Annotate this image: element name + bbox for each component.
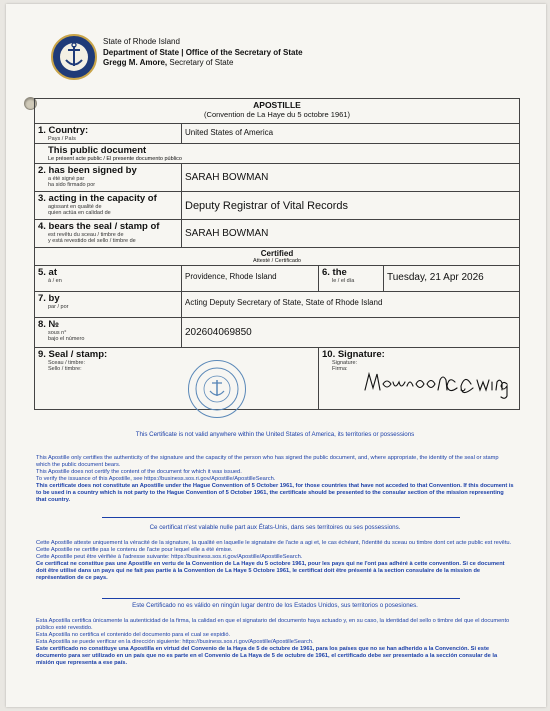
apostille-subtitle: (Convention de La Haye du 5 octobre 1961): [204, 110, 350, 119]
notice-es: [36, 618, 514, 667]
seal-value: SARAH BOWMAN: [182, 220, 520, 248]
country-sub: Pays / País: [48, 136, 76, 142]
at-sub: à / en: [48, 278, 62, 284]
by-value: Acting Deputy Secretary of State, State of Rhode Island: [182, 292, 520, 318]
notice-fr-p3: Cette Apostille peut être vérifiée à l'adresse suivante: https://business.sos.ri.gov/Apostille/ApostilleSearch.: [36, 554, 303, 560]
notice-fr-p2: Cette Apostille ne certifie pas le contenu de l'acte pour lequel elle a été émise.: [36, 547, 233, 553]
by-sub: par / por: [48, 304, 69, 310]
notice-fr: [36, 540, 514, 582]
public-doc-sub: Le présent acte public / El presente documento público: [48, 156, 182, 162]
stamp-label: 9. Seal / stamp:: [38, 349, 108, 360]
header-secretary: Gregg M. Amore, Secretary of State: [103, 58, 234, 67]
notice-fr-p1: Cette Apostille atteste uniquement la véracité de la signature, la qualité en laquelle le signataire de l'acte a agi et, le cas échéant, l'identité du sceau ou timbre dont cet acte public est revêtu.: [36, 540, 512, 546]
capacity-value: Deputy Registrar of Vital Records: [182, 192, 520, 220]
seal-sub-es: y está revestido del sello / timbre de: [48, 238, 136, 244]
seal-label: 4. bears the seal / stamp of: [38, 221, 160, 232]
signed-label: 2. has been signed by: [38, 165, 137, 176]
notice-en-p1: This Apostille only certifies the authenticity of the signature and the capacity of the person who has signed the public document, and, where appropriate, the identity of the seal or stamp which the public document bears.: [36, 455, 499, 468]
notice-es-p1: Esta Apostilla certifica únicamente la autenticidad de la firma, la calidad en que el signatario del documento haya actuado y, en su caso, la identidad del sello o timbre del que el documento público esté revestido.: [36, 618, 510, 631]
notice-es-p3: Esta Apostilla se puede verificar en la dirección siguiente: https://business.sos.ri.gov/Apostille/ApostilleSearch.: [36, 639, 314, 645]
notice-en: [36, 455, 514, 504]
notice-en-p3: To verify the issuance of this Apostille, see https://business.sos.ri.gov/Apostille/ApostilleSearch.: [36, 476, 276, 482]
state-seal-icon: [51, 34, 97, 80]
stamp-sub-es: Sello / timbre:: [48, 366, 82, 372]
country-value: United States of America: [182, 124, 520, 144]
letterhead: [103, 37, 303, 69]
header-state: State of Rhode Island: [103, 37, 180, 46]
notice-fr-p4: Ce certificat ne constitue pas une Apostille en vertu de la Convention de La Haye du 5 octobre 1961, pour les pays qui ne l'ont pas adhéré à cette convention. Si ce document doit être utilisé dans un pays qui ne fait pas partie à la Convention de La Haye 5 Octobre 1961, le certificat doit être présenté à la section consulaire de la mission de représentation de ce pays.: [36, 561, 505, 581]
at-label: 5. at: [38, 267, 58, 278]
stamp-sub-fr: Sceau / timbre:: [48, 360, 85, 366]
public-doc-label: This public document: [48, 145, 147, 156]
the-label: 6. the: [322, 267, 347, 278]
capacity-sub-es: quien actúa en calidad de: [48, 210, 111, 216]
divider-fr: [102, 598, 460, 599]
capacity-sub-fr: agissant en qualité de: [48, 204, 102, 210]
seal-sub-fr: est revêtu du sceau / timbre de: [48, 232, 124, 238]
official-seal-stamp-icon: [188, 360, 246, 418]
country-label: 1. Country:: [38, 125, 89, 136]
signed-sub-es: ha sido firmado por: [48, 182, 96, 188]
signature-label: 10. Signature:: [322, 349, 385, 360]
number-value: 202604069850: [182, 318, 520, 348]
notice-en-invalid: This Certificate is not valid anywhere within the United States of America, its territories or possessions: [135, 431, 415, 438]
signature-sub-es: Firma:: [332, 366, 348, 372]
notice-fr-invalid: Ce certificat n'est valable nulle part aux États-Unis, dans ses territoires ou ses possessions.: [149, 524, 401, 531]
apostille-page: [6, 4, 546, 707]
signed-sub-fr: a été signé par: [48, 176, 85, 182]
certified-label: Certified: [260, 249, 294, 258]
notice-en-p4: This certificate does not constitute an Apostille under the Hague Convention of 5 October 1961, for those countries that have not acceded to that Convention. If this document is to be used in a country which is not party to the Hague Convention of 5 October 1961, the certificate should be presented to the consular section of the mission representing that country.: [36, 483, 514, 503]
apostille-title: APOSTILLE: [253, 100, 301, 110]
certified-sub: Attesté / Certificado: [253, 258, 301, 264]
header-department: Department of State | Office of the Secretary of State: [103, 47, 303, 57]
the-value: Tuesday, 21 Apr 2026: [384, 266, 520, 292]
notice-es-p2: Esta Apostilla no certifica el contenido del documento para el cual se expidió.: [36, 632, 231, 638]
notice-es-invalid: Este Certificado no es válido en ningún lugar dentro de los Estados Unidos, sus territorios o posesiones.: [132, 602, 418, 609]
number-sub-fr: sous n°: [48, 330, 67, 336]
by-label: 7. by: [38, 293, 60, 304]
number-sub-es: bajo el número: [48, 336, 85, 342]
notice-en-p2: This Apostille does not certify the content of the document for which it was issued.: [36, 469, 242, 475]
signature-sub-fr: Signature:: [332, 360, 358, 366]
signature-image: [361, 364, 511, 400]
capacity-label: 3. acting in the capacity of: [38, 193, 157, 204]
at-value: Providence, Rhode Island: [182, 266, 319, 292]
the-sub: le / el día: [332, 278, 355, 284]
number-label: 8. №: [38, 319, 60, 330]
divider-en: [102, 517, 460, 518]
notice-es-p4: Este certificado no constituye una Apostilla en virtud del Convenio de la Haya de 5 de octubre de 1961, para los países que no se han adherido a la Convención. Si este documento para ser utilizado en un país que no es parte en el Convenio de La Haya de 5 de octubre de 1961, el certificado debe ser presentado a la sección consular de la misión que representa a ese país.: [36, 646, 498, 666]
signed-value: SARAH BOWMAN: [182, 164, 520, 192]
